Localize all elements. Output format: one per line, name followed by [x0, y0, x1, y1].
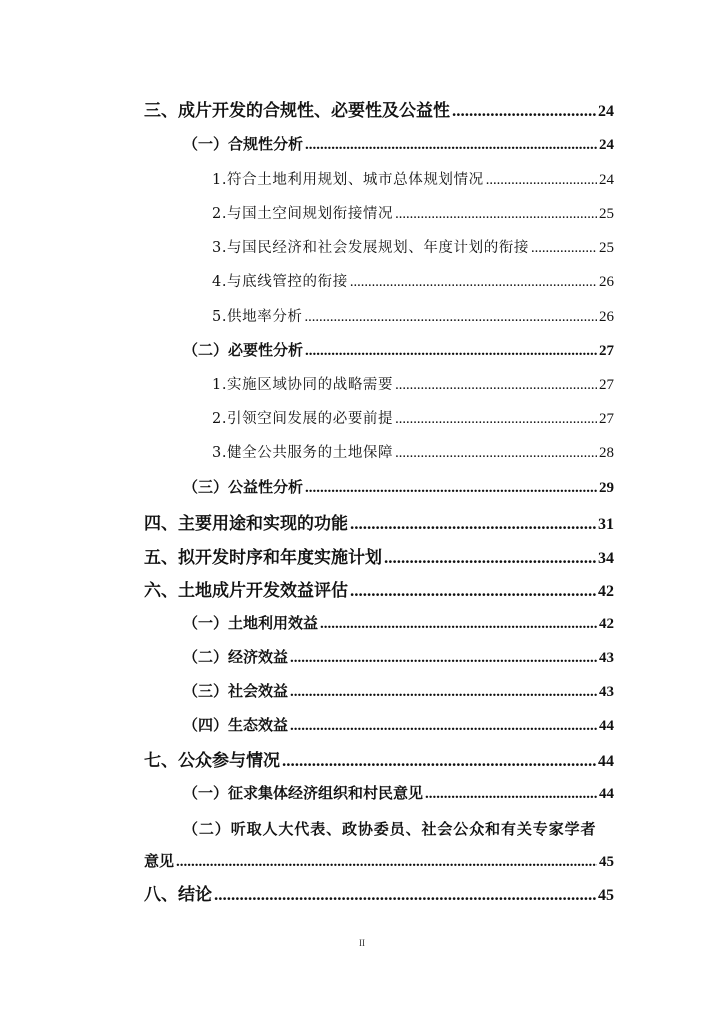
toc-dot-leader — [350, 514, 596, 534]
toc-dot-leader — [290, 650, 597, 667]
toc-entry-section-3-1[interactable] — [183, 133, 614, 154]
toc-dot-leader — [305, 309, 597, 326]
toc-page-number: 45 — [599, 854, 614, 870]
toc-page-number: 44 — [598, 753, 614, 770]
toc-dot-leader — [305, 343, 597, 360]
toc-page-number: 44 — [599, 718, 614, 734]
toc-entry-label: （二）必要性分析 — [183, 341, 304, 359]
toc-dot-leader — [452, 101, 596, 121]
toc-dot-leader — [290, 718, 597, 735]
toc-entry-label: 七、公众参与情况 — [144, 751, 280, 771]
toc-entry-section-4[interactable] — [144, 509, 614, 534]
toc-entry-section-7-2-line1[interactable] — [183, 818, 614, 839]
toc-dot-leader — [425, 786, 597, 803]
toc-entry-label: 3.与国民经济和社会发展规划、年度计划的衔接 — [212, 240, 530, 256]
toc-entry-section-3-3[interactable] — [183, 476, 614, 497]
toc-entry-label: （三）社会效益 — [183, 682, 289, 700]
toc-page-number: 34 — [598, 550, 614, 567]
toc-entry-section-3-2-2[interactable] — [212, 407, 614, 428]
toc-entry-label: 八、结论 — [144, 885, 212, 905]
toc-dot-leader — [395, 411, 597, 428]
toc-entry-section-6-3[interactable] — [183, 680, 614, 701]
toc-entry-label: 五、拟开发时序和年度实施计划 — [144, 548, 382, 568]
toc-entry-label: 1.实施区域协同的战略需要 — [212, 377, 394, 393]
toc-entry-section-3-1-4[interactable] — [212, 270, 614, 291]
toc-page-number: 27 — [599, 411, 614, 427]
toc-entry-section-3-1-1[interactable] — [212, 168, 614, 189]
toc-entry-label: （二）经济效益 — [183, 648, 289, 666]
toc-entry-label: 4.与底线管控的衔接 — [212, 274, 348, 290]
toc-entry-label: （二）听取人大代表、政协委员、社会公众和有关专家学者 — [183, 820, 597, 838]
toc-dot-leader — [305, 480, 597, 497]
toc-page-number: 24 — [598, 103, 614, 120]
toc-page-number: 44 — [599, 786, 614, 802]
toc-dot-leader — [486, 172, 597, 189]
toc-entry-section-7-2-line2[interactable] — [144, 850, 614, 871]
toc-entry-section-6-4[interactable] — [183, 714, 614, 735]
toc-page-number: 27 — [599, 343, 614, 359]
toc-entry-label: （三）公益性分析 — [183, 478, 304, 496]
toc-dot-leader — [305, 137, 597, 154]
toc-page-number: 24 — [599, 137, 614, 153]
toc-page-number: 28 — [599, 445, 614, 461]
toc-entry-label: 2.引领空间发展的必要前提 — [212, 411, 394, 427]
toc-page-number: 26 — [599, 274, 614, 290]
toc-dot-leader — [290, 684, 597, 701]
toc-page-number: 25 — [599, 240, 614, 256]
toc-entry-label: 1.符合土地利用规划、城市总体规划情况 — [212, 172, 484, 188]
toc-entry-section-3[interactable] — [144, 96, 614, 121]
toc-entry-section-3-1-5[interactable] — [212, 305, 614, 326]
toc-page-number: 43 — [599, 684, 614, 700]
toc-entry-label: 六、土地成片开发效益评估 — [144, 581, 348, 601]
toc-entry-section-3-1-2[interactable] — [212, 202, 614, 223]
toc-entry-section-3-1-3[interactable] — [212, 236, 614, 257]
toc-dot-leader — [395, 445, 597, 462]
toc-page-number: 43 — [599, 650, 614, 666]
toc-entry-section-5[interactable] — [144, 543, 614, 568]
toc-dot-leader — [350, 274, 597, 291]
toc-entry-section-6-1[interactable] — [183, 612, 614, 633]
toc-dot-leader — [176, 854, 597, 871]
toc-dot-leader — [350, 581, 596, 601]
toc-page-number: 25 — [599, 206, 614, 222]
toc-page-number: 29 — [599, 480, 614, 496]
toc-entry-label: 2.与国土空间规划衔接情况 — [212, 206, 394, 222]
toc-entry-section-6[interactable] — [144, 576, 614, 601]
toc-entry-section-8[interactable] — [144, 880, 614, 905]
toc-dot-leader — [282, 751, 596, 771]
toc-page-number: 24 — [599, 172, 614, 188]
toc-entry-label: 意见 — [144, 852, 175, 870]
toc-entry-section-3-2-3[interactable] — [212, 441, 614, 462]
toc-entry-label: 四、主要用途和实现的功能 — [144, 514, 348, 534]
toc-entry-section-7[interactable] — [144, 746, 614, 771]
toc-entry-label: （一）征求集体经济组织和村民意见 — [183, 784, 424, 802]
toc-page-number: 27 — [599, 377, 614, 393]
toc-entry-label: 三、成片开发的合规性、必要性及公益性 — [144, 101, 450, 121]
toc-page-number: 42 — [598, 583, 614, 600]
toc-entry-section-3-2[interactable] — [183, 339, 614, 360]
toc-entry-section-6-2[interactable] — [183, 646, 614, 667]
toc-dot-leader — [214, 885, 596, 905]
toc-entry-label: （四）生态效益 — [183, 716, 289, 734]
toc-dot-leader — [384, 548, 596, 568]
toc-entry-section-7-1[interactable] — [183, 782, 614, 803]
toc-entry-label: （一）土地利用效益 — [183, 614, 319, 632]
toc-dot-leader — [395, 377, 597, 394]
toc-entry-label: 3.健全公共服务的土地保障 — [212, 445, 394, 461]
toc-entry-label: （一）合规性分析 — [183, 135, 304, 153]
toc-dot-leader — [320, 616, 597, 633]
page-footer-number: II — [359, 938, 365, 948]
toc-page-number: 45 — [598, 887, 614, 904]
toc-page-number: 26 — [599, 309, 614, 325]
toc-page-number: 42 — [599, 616, 614, 632]
toc-entry-label: 5.供地率分析 — [212, 309, 303, 325]
toc-dot-leader — [395, 206, 597, 223]
toc-page-number: 31 — [598, 516, 614, 533]
toc-dot-leader — [531, 240, 597, 257]
toc-entry-section-3-2-1[interactable] — [212, 373, 614, 394]
